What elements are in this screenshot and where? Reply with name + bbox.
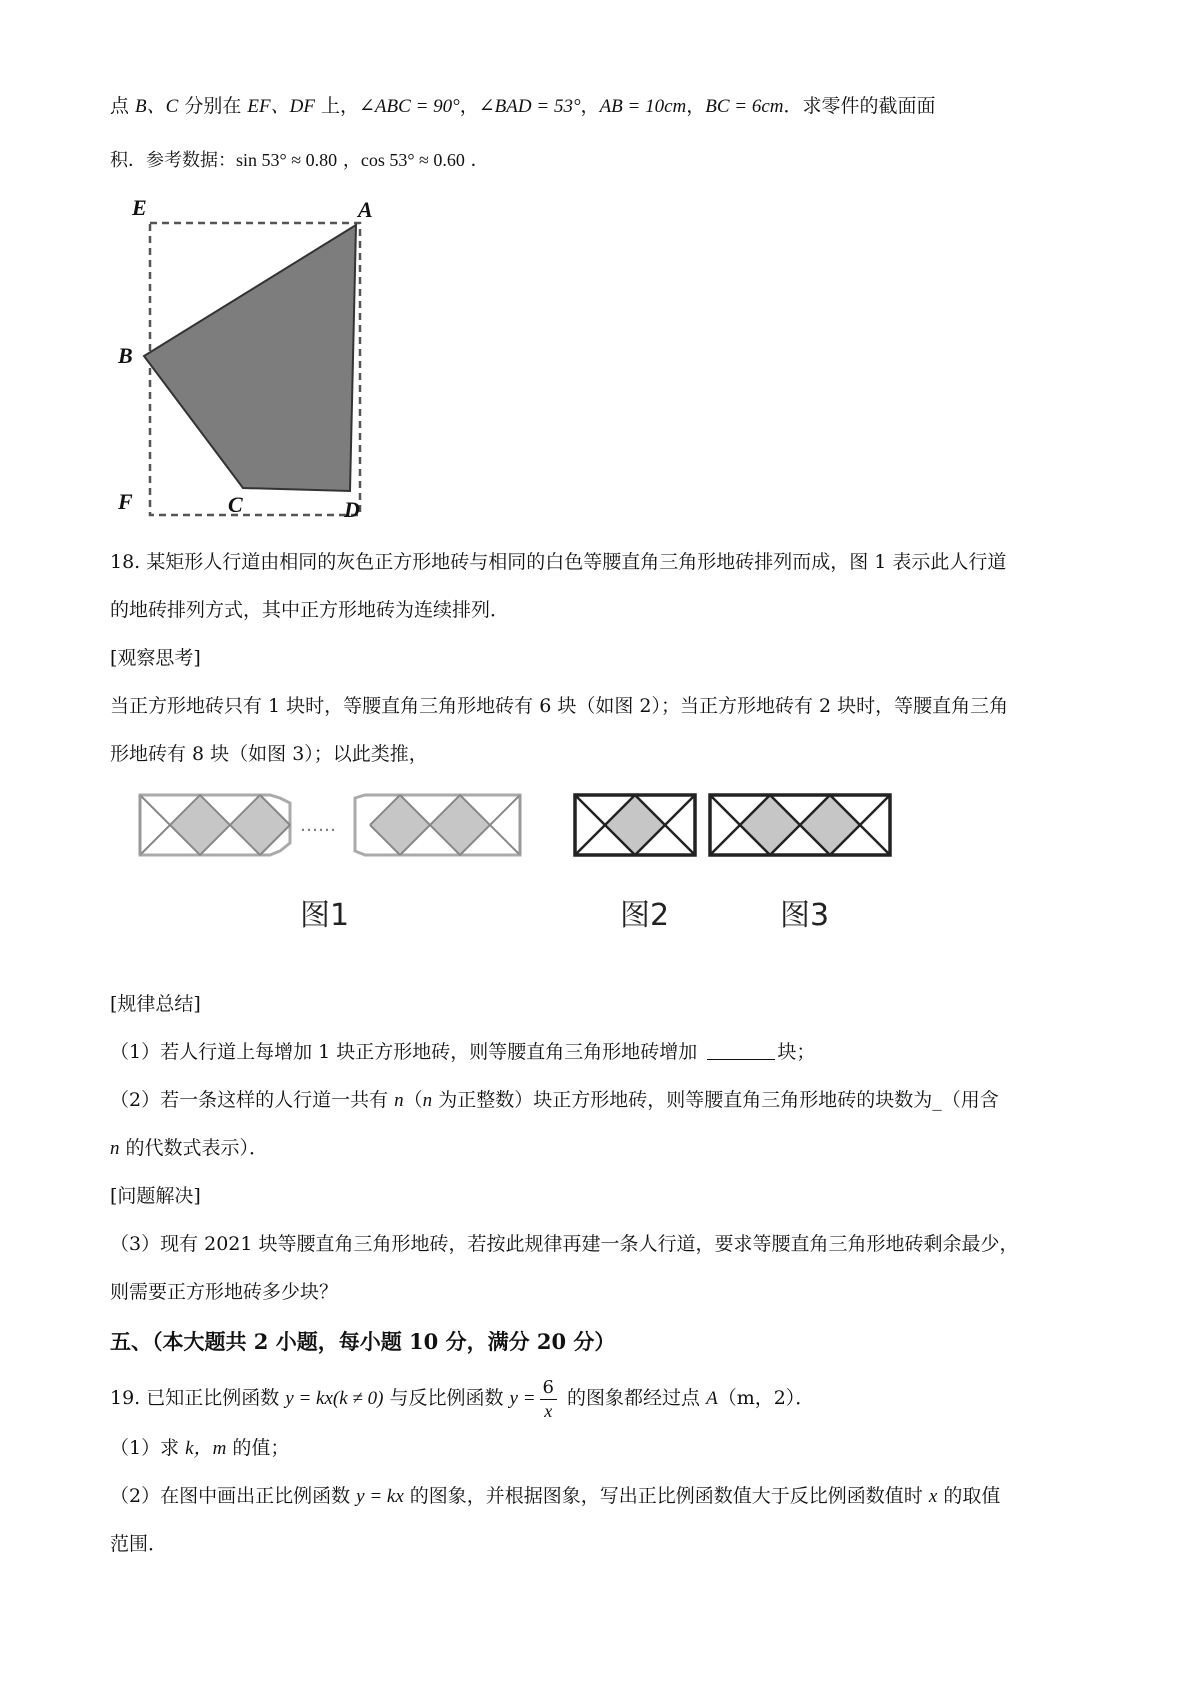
caption-figure-1: 图1 xyxy=(300,898,350,933)
part-2-line xyxy=(110,1134,268,1163)
shaded-quadrilateral-abcd xyxy=(144,225,356,491)
text-fragment: ．求零件的截面面 xyxy=(783,95,936,117)
text-fragment: （1）求 xyxy=(110,1437,186,1459)
observation-line: 当正方形地砖只有 1 块时，等腰直角三角形地砖有 6 块（如图 2）；当正方形地砖有 2 块时，等腰直角三角 xyxy=(110,695,1009,717)
math-expression: AB = 10cm xyxy=(599,96,687,117)
section-label-solve: [问题解决] xyxy=(110,1185,201,1207)
section-heading: 五、（本大题共 2 小题，每小题 10 分，满分 20 分） xyxy=(110,1329,616,1354)
question-18-line: 的地砖排列方式，其中正方形地砖为连续排列． xyxy=(110,599,510,621)
math-variable: x xyxy=(928,1486,938,1507)
question-19-line xyxy=(110,1372,814,1425)
math-expression: y = kx(k ≠ 0) xyxy=(285,1388,384,1409)
label-b: B xyxy=(118,343,133,368)
text-fragment: （ xyxy=(403,1089,423,1111)
text-fragment: 的代数式表示）． xyxy=(119,1137,269,1159)
math-expression: y = xyxy=(509,1388,536,1409)
text-fragment: 积．参考数据： xyxy=(110,150,236,171)
label-c: C xyxy=(228,492,243,517)
math-expression: EF、DF xyxy=(247,96,315,117)
text-fragment: （2）若一条这样的人行道一共有 xyxy=(110,1089,395,1111)
text-fragment: 为正整数）块正方形地砖，则等腰直角三角形地砖的块数为_（用含 xyxy=(432,1089,999,1111)
text-fragment: ， xyxy=(337,150,361,171)
math-expression: BC = 6cm xyxy=(705,96,784,117)
caption-figure-2: 图2 xyxy=(620,898,670,933)
label-e: E xyxy=(132,195,147,220)
section-label-observe: [观察思考] xyxy=(110,647,201,669)
math-variable: A xyxy=(706,1388,718,1409)
text-fragment: （m，2）． xyxy=(717,1387,815,1409)
figure-2 xyxy=(575,795,695,855)
fraction-numerator: 6 xyxy=(540,1377,557,1400)
question-18-line: 18. 某矩形人行道由相同的灰色正方形地砖与相同的白色等腰直角三角形地砖排列而成，图 1 表示此人行道 xyxy=(110,551,1007,573)
math-expression: B、C xyxy=(135,96,179,117)
text-fragment: 的值； xyxy=(226,1437,290,1459)
text-fragment: 分别在 xyxy=(178,95,248,117)
part-1-line xyxy=(110,1038,815,1066)
figure-1-left xyxy=(140,795,290,855)
text-fragment: 19. 已知正比例函数 xyxy=(110,1387,286,1409)
label-d: D xyxy=(344,497,360,522)
math-expression: cos 53° ≈ 0.60 xyxy=(360,150,465,170)
math-expression: sin 53° ≈ 0.80 xyxy=(236,150,338,170)
question-19-part-1 xyxy=(110,1434,289,1463)
text-fragment: 点 xyxy=(110,95,136,117)
text-fragment: ， xyxy=(686,95,706,117)
math-variable: n xyxy=(422,1090,433,1111)
figure-3 xyxy=(710,795,890,855)
math-expression: ∠ABC = 90° xyxy=(359,96,460,117)
math-expression: k，m xyxy=(185,1438,227,1459)
label-f: F xyxy=(118,489,133,514)
part-3-line: 则需要正方形地砖多少块？ xyxy=(110,1281,339,1303)
text-fragment: ， xyxy=(459,95,479,117)
text-fragment: （1）若人行道上每增加 1 块正方形地砖，则等腰直角三角形地砖增加 xyxy=(110,1041,704,1063)
observation-line: 形地砖有 8 块（如图 3）；以此类推， xyxy=(110,743,428,765)
part-3-line: （3）现有 2021 块等腰直角三角形地砖，若按此规律再建一条人行道，要求等腰直角三角形地砖剩余最少， xyxy=(110,1233,1019,1255)
text-fragment: 与反比例函数 xyxy=(383,1387,510,1409)
figure-1-right xyxy=(355,795,520,855)
text-fragment: 上， xyxy=(314,95,360,117)
caption-figure-3: 图3 xyxy=(780,898,830,933)
text-fragment: （2）在图中画出正比例函数 xyxy=(110,1485,357,1507)
math-expression: y = kx xyxy=(356,1486,404,1507)
text-fragment: 的取值 xyxy=(937,1485,1001,1507)
text-fragment: ． xyxy=(464,150,489,171)
question-19-part-2 xyxy=(110,1482,1000,1511)
fraction xyxy=(540,1377,557,1422)
answer-blank xyxy=(707,1041,775,1060)
tile-pattern-figures xyxy=(140,795,900,940)
text-fragment: 的图象，并根据图象，写出正比例函数值大于反比例函数值时 xyxy=(403,1485,929,1507)
part-2-line xyxy=(110,1086,999,1115)
problem-text-line xyxy=(110,92,936,121)
quadrilateral-figure xyxy=(110,195,380,525)
question-19-part-2: 范围． xyxy=(110,1533,168,1555)
text-fragment: ， xyxy=(580,95,600,117)
section-label-summary: [规律总结] xyxy=(110,993,201,1015)
label-a: A xyxy=(358,197,373,222)
ellipsis-dots: …… xyxy=(300,815,336,836)
text-fragment: 块； xyxy=(777,1041,816,1063)
math-variable: n xyxy=(110,1138,120,1159)
text-fragment: 的图象都经过点 xyxy=(561,1387,707,1409)
math-expression: ∠BAD = 53° xyxy=(478,96,581,117)
fraction-denominator: x xyxy=(544,1400,553,1421)
problem-text-line xyxy=(110,146,489,175)
math-variable: n xyxy=(394,1090,404,1111)
